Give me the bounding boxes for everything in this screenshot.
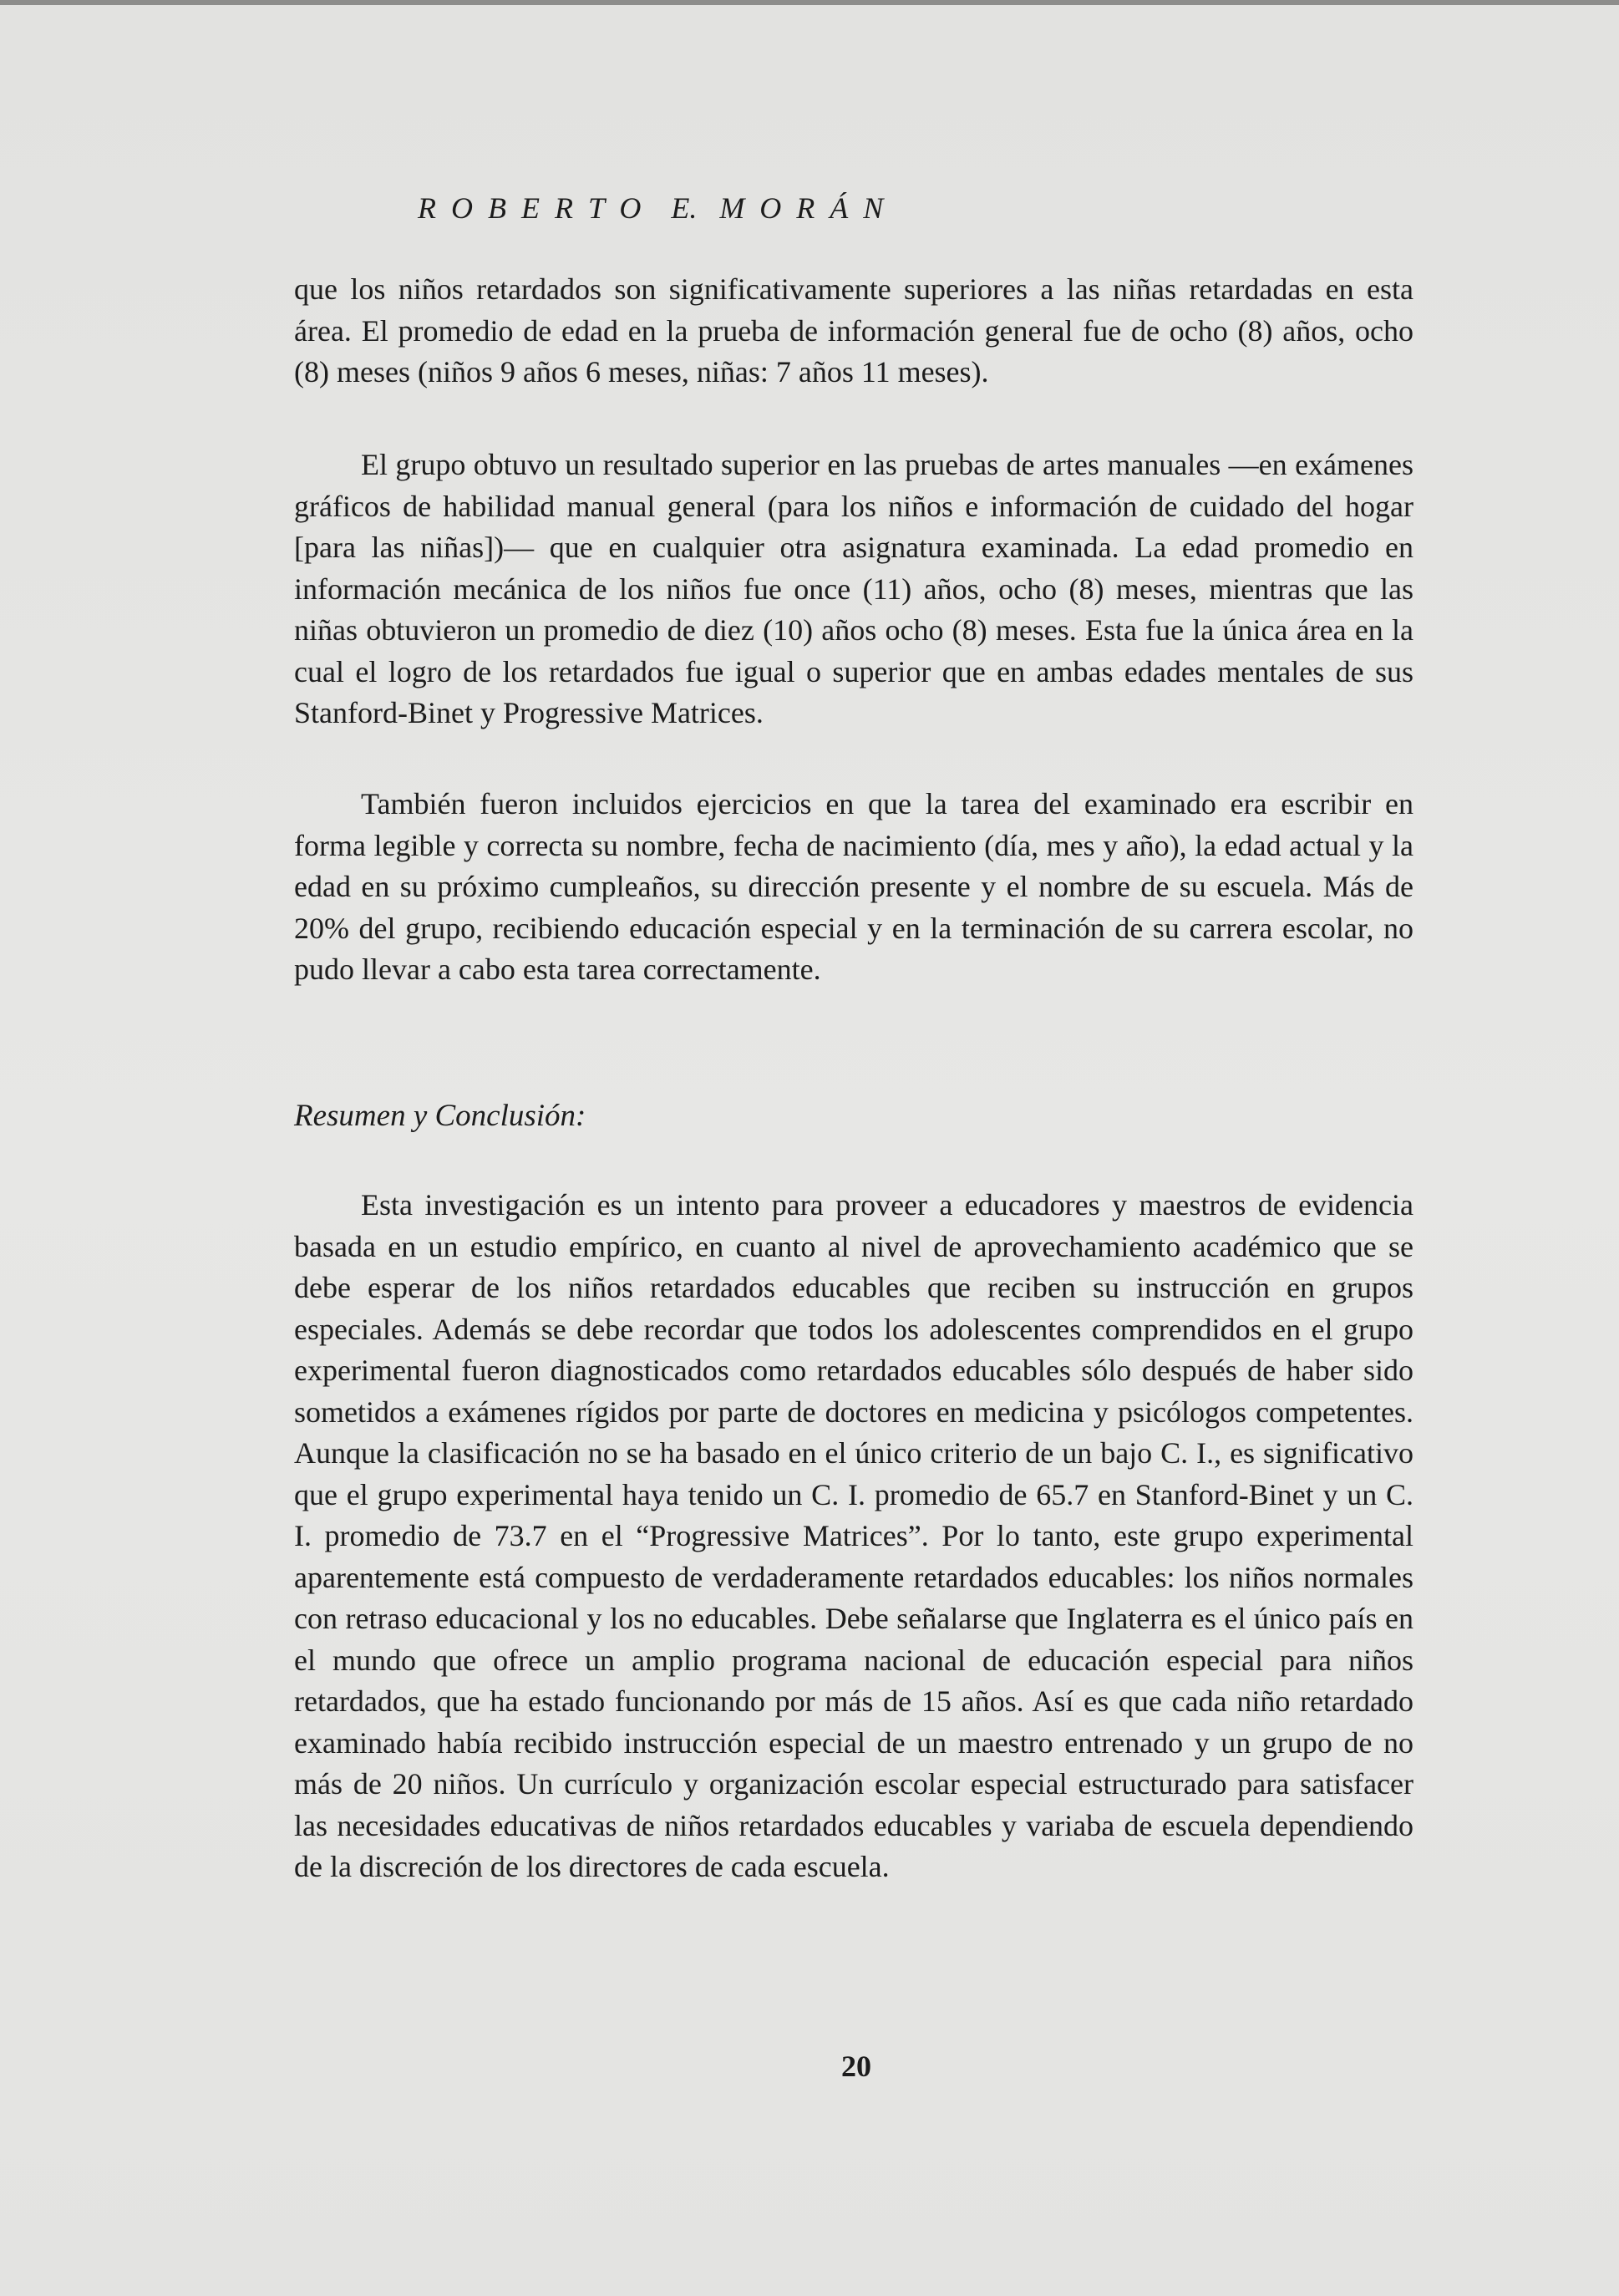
page-number: 20 [841, 2050, 871, 2083]
paragraph-summary-conclusion: Esta investigación es un intento para proveer a educadores y maestros de evidencia basada en un estudio empírico, en cuanto al nivel de aprovechamiento académico que se debe esperar de los niños retardados educables que reciben su instrucción en grupos especiales. Además se debe recordar que todos los adolescentes comprendidos en el grupo experimental fueron diagnosticados como retardados educables sólo después de haber sido sometidos a exámenes rígidos por parte de doctores en medicina y psicólogos competentes. Aunque la clasificación no se ha basado en el único criterio de un bajo C. I., es significativo que el grupo experimental haya tenido un C. I. promedio de 65.7 en Stanford-Binet y un C. I. promedio de 73.7 en el “Progressive Matrices”. Por lo tanto, este grupo experimental aparentemente está compuesto de verdaderamente retardados educables: los niños normales con retraso educacional y los no educables. Debe señalarse que Inglaterra es el único país en el mundo que ofrece un amplio programa nacional de educación especial para niños retardados, que ha estado funcionando por más de 15 años. Así es que cada niño retardado examinado había recibido instrucción especial de un maestro entrenado y un grupo de no más de 20 niños. Un currículo y organización escolar especial estructurado para satisfacer las necesidades educativas de niños retardados educables y variaba de escuela dependiendo de la discreción de los directores de cada escuela. [294, 1188, 1413, 1883]
page-top-edge [0, 0, 1619, 5]
section-heading-summary: Resumen y Conclusión: [294, 1099, 586, 1133]
paragraph-writing-exercises: También fueron incluidos ejercicios en que la tarea del examinado era escribir en forma legible y correcta su nombre, fecha de nacimiento (día, mes y año), la edad actual y la edad en su próximo cumpleaños, su dirección presente y el nombre de su escuela. Más de 20% del grupo, recibiendo educación especial y en la terminación de su carrera escolar, no pudo llevar a cabo esta tarea correctamente. [294, 787, 1413, 986]
running-head-author: R O B E R T O E. M O R Á N [418, 191, 884, 225]
paragraph-manual-arts: El grupo obtuvo un resultado superior en las pruebas de artes manuales —en exámenes gráficos de habilidad manual general (para los niños e información de cuidado del hogar [para las niñas])— que en cualquier otra asignatura examinada. La edad promedio en información mecánica de los niños fue once (11) años, ocho (8) meses, mientras que las niñas obtuvieron un promedio de diez (10) años ocho (8) meses. Esta fue la única área en la cual el logro de los retardados fue igual o superior que en ambas edades mentales de sus Stanford-Binet y Progressive Matrices. [294, 448, 1413, 729]
paragraph-continuation: que los niños retardados son significativamente superiores a las niñas retardadas en esta área. El promedio de edad en la prueba de información general fue de ocho (8) años, ocho (8) meses (niños 9 años 6 meses, niñas: 7 años 11 meses). [294, 272, 1413, 389]
